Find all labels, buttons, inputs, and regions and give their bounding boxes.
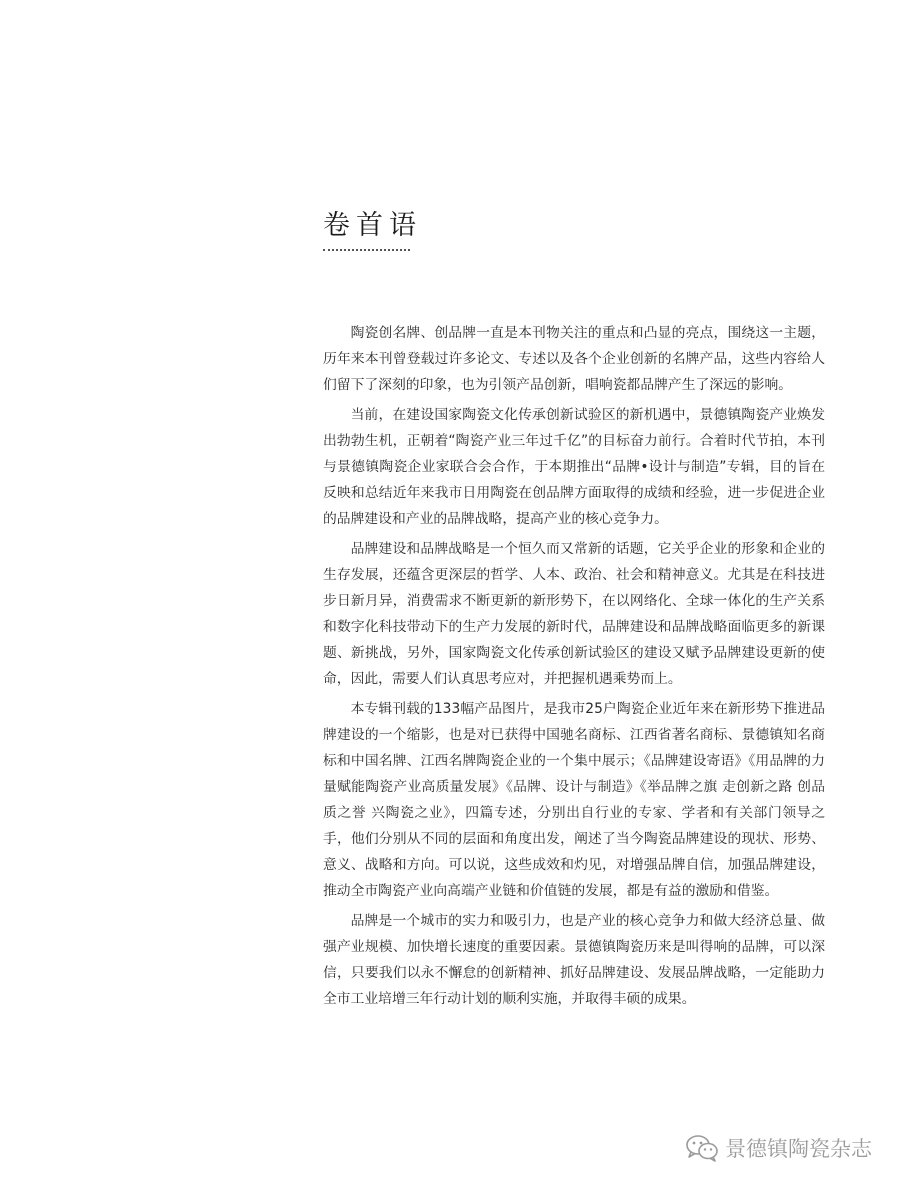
paragraph-1: 陶瓷创名牌、创品牌一直是本刊物关注的重点和凸显的亮点，围绕这一主题，历年来本刊曾登载过许多论文、专述以及各个企业创新的名牌产品，这些内容给人们留下了深刻的印象，也为引领产品创新，唱响瓷都品牌产生了深远的影响。 (323, 325, 825, 393)
paragraph-5: 品牌是一个城市的实力和吸引力，也是产业的核心竞争力和做大经济总量、做强产业规模、加快增长速度的重要因素。景德镇陶瓷历来是叫得响的品牌，可以深信，只要我们以永不懈怠的创新精神、抓好品牌建设、发展品牌战略，一定能助力全市工业培增三年行动计划的顺利实施，并取得丰硕的成果。 (323, 913, 825, 1007)
paragraph-3: 品牌建设和品牌战略是一个恒久而又常新的话题，它关乎企业的形象和企业的生存发展，还蕴含更深层的哲学、人本、政治、社会和精神意义。尤其是在科技进步日新月异，消费需求不断更新的新形势下，在以网络化、全球一体化的生产关系和数字化科技带动下的生产力发展的新时代，品牌建设和品牌战略面临更多的新课题、新挑战，另外，国家陶瓷文化传承创新试验区的建设又赋予品牌建设更新的使命，因此，需要人们认真思考应对，并把握机遇乘势而上。 (323, 541, 825, 687)
title-underline (323, 249, 410, 251)
article-body (323, 320, 825, 1012)
paragraph-4: 本专辑刊载的133幅产品图片，是我市25户陶瓷企业近年来在新形势下推进品牌建设的一个缩影，也是对已获得中国驰名商标、江西省著名商标、景德镇知名商标和中国名牌、江西名牌陶瓷企业的一个集中展示；《品牌建设寄语》《用品牌的力量赋能陶瓷产业高质量发展》《品牌、设计与制造》《举品牌之旗 走创新之路 创品质之誉 兴陶瓷之业》，四篇专述，分别出自行业的专家、学者和有关部门领导之手，他们分别从不同的层面和角度出发，阐述了当今陶瓷品牌建设的现状、形势、意义、战略和方向。可以说，这些成效和灼见，对增强品牌自信，加强品牌建设，推动全市陶瓷产业向高端产业链和价值链的发展，都是有益的激励和借鉴。 (323, 701, 825, 899)
watermark (685, 1133, 872, 1163)
paragraph-2: 当前，在建设国家陶瓷文化传承创新试验区的新机遇中，景德镇陶瓷产业焕发出勃勃生机，正朝着“陶瓷产业三年过千亿”的目标奋力前行。合着时代节拍，本刊与景德镇陶瓷企业家联合会合作，于本期推出“品牌•设计与制造”专辑，目的旨在反映和总结近年来我市日用陶瓷在创品牌方面取得的成绩和经验，进一步促进企业的品牌建设和产业的品牌战略，提高产业的核心竞争力。 (323, 407, 825, 527)
wechat-icon (685, 1134, 719, 1162)
page-title: 卷首语 (323, 210, 422, 241)
watermark-text: 景德镇陶瓷杂志 (725, 1137, 872, 1161)
